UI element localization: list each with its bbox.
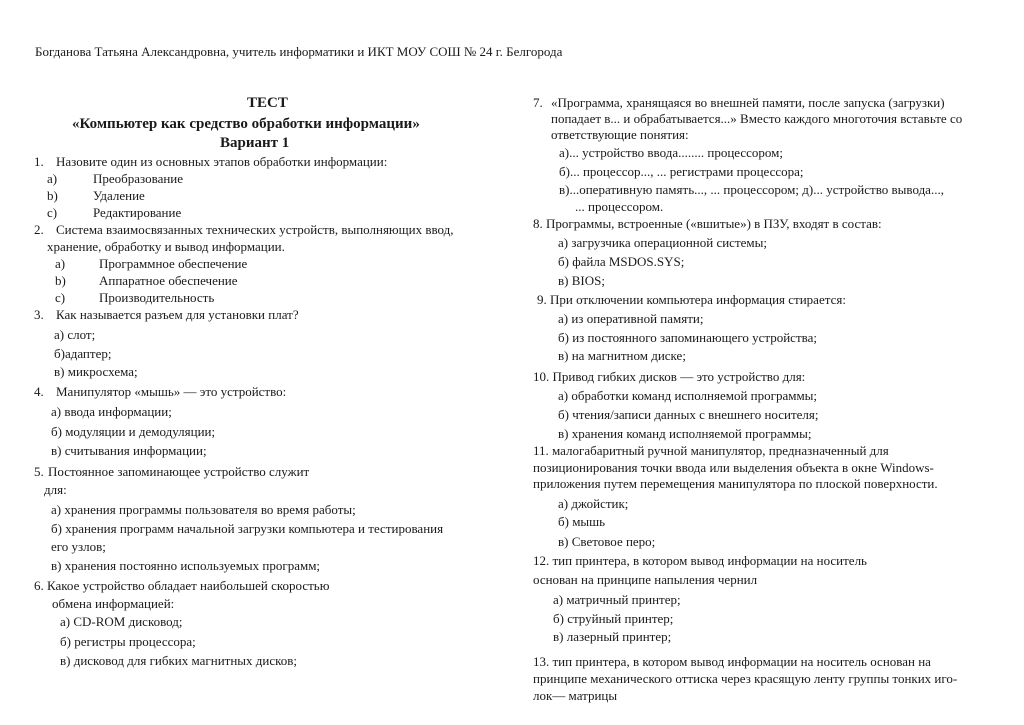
question-number: 3. xyxy=(34,307,44,322)
question-number: 7. xyxy=(533,95,543,110)
question-number: 1. xyxy=(34,154,44,169)
answer-option[interactable]: в) дисковод для гибких магнитных дисков; xyxy=(60,653,298,668)
question-text: обмена информацией: xyxy=(52,596,175,611)
answer-option[interactable]: в) лазерный принтер; xyxy=(553,629,672,644)
answer-option[interactable]: Программное обеспечение xyxy=(99,256,248,271)
option-marker: b) xyxy=(47,188,58,203)
answer-option[interactable]: Редактирование xyxy=(93,205,182,220)
option-marker: c) xyxy=(47,205,58,220)
answer-option[interactable]: а) хранения программы пользователя во время работы; xyxy=(51,502,356,517)
question-number: 2. xyxy=(34,222,44,237)
question-text: Система взаимосвязанных технических устройств, выполняющих ввод, xyxy=(56,222,454,237)
answer-option[interactable]: а) джойстик; xyxy=(558,496,629,511)
answer-option[interactable]: а) обработки команд исполняемой программы; xyxy=(558,388,818,403)
answer-option[interactable]: в) на магнитном диске; xyxy=(558,348,686,363)
question-text: 10. Привод гибких дисков — это устройство для: xyxy=(533,369,806,384)
question-text: 8. Программы, встроенные («вшитые») в ПЗУ, входят в состав: xyxy=(533,216,882,231)
answer-option-continued: ... процессором. xyxy=(575,199,664,214)
option-marker: a) xyxy=(47,171,58,186)
answer-option[interactable]: б) модуляции и демодуляции; xyxy=(51,424,216,439)
option-marker: a) xyxy=(55,256,66,271)
answer-option[interactable]: Производительность xyxy=(99,290,215,305)
test-heading: ТЕСТ xyxy=(247,95,288,111)
question-text: Постоянное запоминающее устройство служит xyxy=(48,464,310,479)
answer-option[interactable]: а) слот; xyxy=(54,327,96,342)
answer-option[interactable]: Аппаратное обеспечение xyxy=(99,273,238,288)
question-text: 13. тип принтера, в котором вывод информации на носитель основан на xyxy=(533,654,931,669)
question-text: основан на принципе напыления чернил xyxy=(533,572,758,587)
question-text: 9. При отключении компьютера информация стирается: xyxy=(537,292,846,307)
question-text: Назовите один из основных этапов обработки информации: xyxy=(56,154,388,169)
answer-option[interactable]: в) считывания информации; xyxy=(51,443,207,458)
question-text: 6. Какое устройство обладает наибольшей скоростью xyxy=(34,578,330,593)
answer-option[interactable]: б) регистры процессора; xyxy=(60,634,196,649)
question-text: «Программа, хранящаяся во внешней памяти, после запуска (загрузки) xyxy=(551,95,945,110)
question-text: Как называется разъем для установки плат? xyxy=(56,307,299,322)
question-number: 5. xyxy=(34,464,44,479)
answer-option[interactable]: в) BIOS; xyxy=(558,273,605,288)
question-text: хранение, обработку и вывод информации. xyxy=(47,239,285,254)
answer-option[interactable]: б) чтения/записи данных с внешнего носителя; xyxy=(558,407,819,422)
option-marker: c) xyxy=(55,290,66,305)
question-text: 12. тип принтера, в котором вывод информации на носитель xyxy=(533,553,867,568)
test-title: «Компьютер как средство обработки информации» xyxy=(72,116,420,132)
question-text: принципе механического оттиска через красящую ленту группы тонких иго- xyxy=(533,671,958,686)
answer-option[interactable]: Преобразование xyxy=(93,171,184,186)
answer-option[interactable]: б)... процессор..., ... регистрами процессора; xyxy=(559,164,804,179)
question-text: ответствующие понятия: xyxy=(551,127,689,142)
answer-option[interactable]: б) из постоянного запоминающего устройства; xyxy=(558,330,817,345)
answer-option[interactable]: а) CD-ROM дисковод; xyxy=(60,614,183,629)
question-text: Манипулятор «мышь» — это устройство: xyxy=(56,384,287,399)
answer-option[interactable]: б)адаптер; xyxy=(54,346,112,361)
question-text: позиционирования точки ввода или выделения объекта в окне Windows- xyxy=(533,460,934,475)
answer-option[interactable]: в) хранения команд исполняемой программы; xyxy=(558,426,812,441)
author-header: Богданова Татьяна Александровна, учитель информатики и ИКТ МОУ СОШ № 24 г. Белгорода xyxy=(35,44,563,59)
answer-option[interactable]: в) Световое перо; xyxy=(558,534,656,549)
answer-option[interactable]: в)...оперативную память..., ... процессором; д)... устройство вывода..., xyxy=(559,182,944,197)
answer-option[interactable]: б) хранения программ начальной загрузки компьютера и тестирования xyxy=(51,521,444,536)
question-text: приложения путем перемещения манипулятора по плоской поверхности. xyxy=(533,476,938,491)
question-text: попадает в... и обрабатывается...» Вместо каждого многоточия вставьте со xyxy=(551,111,963,126)
question-text: для: xyxy=(44,482,67,497)
answer-option[interactable]: б) струйный принтер; xyxy=(553,611,674,626)
option-marker: b) xyxy=(55,273,66,288)
question-text: лок— матрицы xyxy=(533,688,618,703)
answer-option[interactable]: Удаление xyxy=(93,188,145,203)
answer-option[interactable]: б) мышь xyxy=(558,514,606,529)
question-text: 11. малогабаритный ручной манипулятор, предназначенный для xyxy=(533,443,889,458)
answer-option[interactable]: б) файла MSDOS.SYS; xyxy=(558,254,685,269)
answer-option[interactable]: а) матричный принтер; xyxy=(553,592,681,607)
answer-option[interactable]: в) микросхема; xyxy=(54,364,138,379)
answer-option-continued: его узлов; xyxy=(51,539,106,554)
answer-option[interactable]: а)... устройство ввода........ процессором; xyxy=(559,145,784,160)
answer-option[interactable]: а) из оперативной памяти; xyxy=(558,311,704,326)
answer-option[interactable]: а) загрузчика операционной системы; xyxy=(558,235,767,250)
variant-label: Вариант 1 xyxy=(220,135,290,151)
answer-option[interactable]: а) ввода информации; xyxy=(51,404,172,419)
answer-option[interactable]: в) хранения постоянно используемых программ; xyxy=(51,558,321,573)
question-number: 4. xyxy=(34,384,44,399)
